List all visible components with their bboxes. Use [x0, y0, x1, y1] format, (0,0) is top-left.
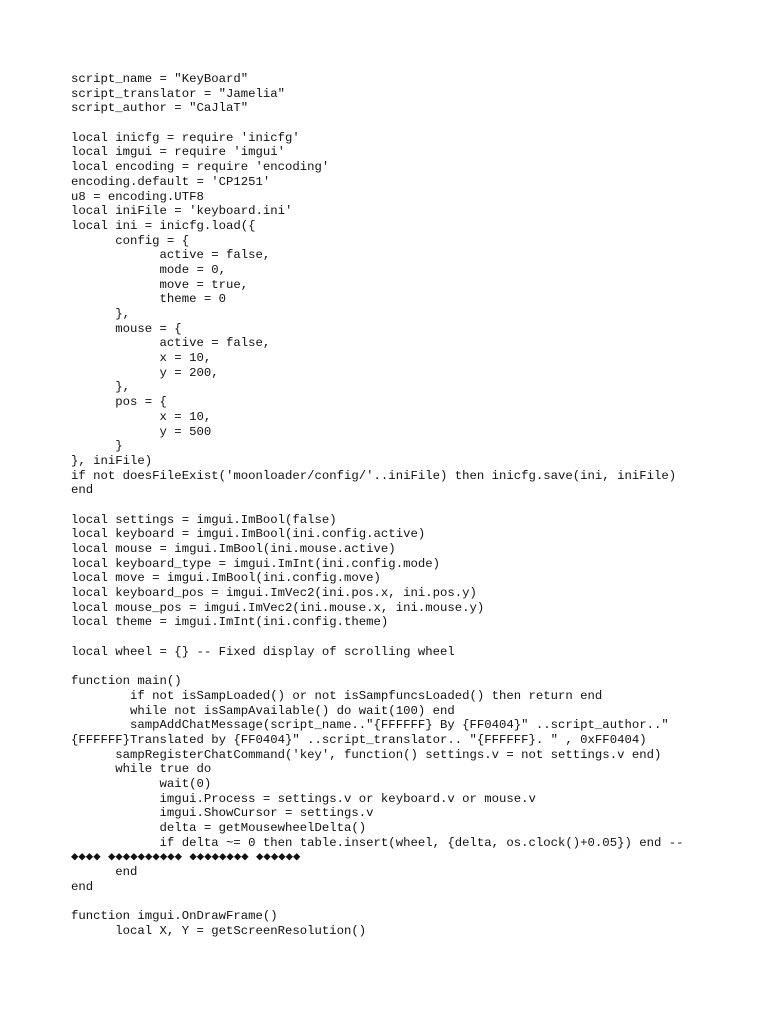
code-line: }, — [71, 307, 131, 321]
code-line: x = 10, — [71, 351, 212, 366]
code-line: script_translator = "Jamelia" — [71, 86, 286, 101]
code-line: sampRegisterChatCommand('key', function() settings.v = not settings.v end) — [71, 747, 662, 762]
code-line: y = 500 — [71, 424, 212, 439]
code-line: encoding.default = 'CP1251' — [71, 174, 271, 189]
code-line: function imgui.OnDrawFrame() — [71, 909, 278, 924]
code-line: local encoding = require 'encoding' — [71, 160, 330, 175]
code-line — [71, 895, 684, 910]
code-line: local ini = inicfg.load({ — [71, 218, 256, 233]
code-line: mouse = { — [71, 321, 182, 336]
code-line: wait(0) — [71, 777, 212, 791]
code-line: end — [71, 865, 138, 880]
code-line: local keyboard_pos = imgui.ImVec2(ini.pos.x, ini.pos.y) — [71, 586, 477, 601]
code-line: delta = getMousewheelDelta() — [71, 821, 367, 836]
code-line: while true do — [71, 762, 212, 777]
code-line — [71, 116, 684, 131]
code-line: pos = { — [71, 395, 167, 410]
code-line: local imgui = require 'imgui' — [71, 145, 286, 160]
code-line: y = 200, — [71, 365, 219, 380]
code-line: u8 = encoding.UTF8 — [71, 189, 204, 204]
code-line: imgui.ShowCursor = settings.v — [71, 806, 374, 821]
code-line: theme = 0 — [71, 292, 226, 307]
code-line: local theme = imgui.ImInt(ini.config.theme) — [71, 615, 389, 630]
code-line: active = false, — [71, 248, 271, 263]
code-line: config = { — [71, 233, 190, 248]
code-line — [71, 630, 684, 645]
code-line: local keyboard_type = imgui.ImInt(ini.config.mode) — [71, 556, 440, 571]
code-line: local settings = imgui.ImBool(false) — [71, 512, 337, 527]
code-line: if not isSampLoaded() or not isSampfuncsLoaded() then return end — [71, 688, 603, 703]
code-line: if not doesFileExist('moonloader/config/'..iniFile) then inicfg.save(ini, iniFile) — [71, 468, 677, 483]
code-line: imgui.Process = settings.v or keyboard.v or mouse.v — [71, 791, 536, 806]
code-line: local mouse = imgui.ImBool(ini.mouse.active) — [71, 542, 396, 556]
code-line: active = false, — [71, 336, 271, 351]
code-line: {FFFFFF}Translated by {FF0404}" ..script_translator.. "{FFFFFF}. " , 0xFF0404) — [71, 732, 647, 747]
code-line: while not isSampAvailable() do wait(100) end — [71, 703, 455, 718]
code-line: local wheel = {} -- Fixed display of scrolling wheel — [71, 644, 455, 659]
code-line: end — [71, 879, 94, 894]
code-line: x = 10, — [71, 409, 212, 424]
code-line — [71, 660, 684, 675]
code-line: if delta ~= 0 then table.insert(wheel, {delta, os.clock()+0.05}) end -- — [71, 835, 684, 850]
code-line — [71, 498, 684, 513]
code-line: script_name = "KeyBoard" — [71, 72, 249, 86]
code-line: ◆◆◆◆ ◆◆◆◆◆◆◆◆◆◆ ◆◆◆◆◆◆◆◆ ◆◆◆◆◆◆ — [71, 850, 301, 865]
code-line: local X, Y = getScreenResolution() — [71, 923, 367, 938]
code-line: end — [71, 483, 94, 498]
code-line: mode = 0, — [71, 262, 226, 277]
code-line: local mouse_pos = imgui.ImVec2(ini.mouse.x, ini.mouse.y) — [71, 600, 485, 615]
code-line: script_author = "CaJlaT" — [71, 101, 249, 116]
code-line: local move = imgui.ImBool(ini.config.move) — [71, 571, 381, 586]
code-line: local inicfg = require 'inicfg' — [71, 130, 300, 145]
code-line: } — [71, 439, 123, 454]
code-line: local iniFile = 'keyboard.ini' — [71, 204, 293, 219]
code-line: }, — [71, 380, 131, 395]
code-listing — [71, 72, 684, 939]
code-line: sampAddChatMessage(script_name.."{FFFFFF} By {FF0404}" ..script_author.." — [71, 718, 669, 733]
code-line: function main() — [71, 674, 182, 689]
code-line: local keyboard = imgui.ImBool(ini.config.active) — [71, 527, 426, 542]
code-line: move = true, — [71, 277, 249, 292]
code-line: }, iniFile) — [71, 453, 153, 468]
